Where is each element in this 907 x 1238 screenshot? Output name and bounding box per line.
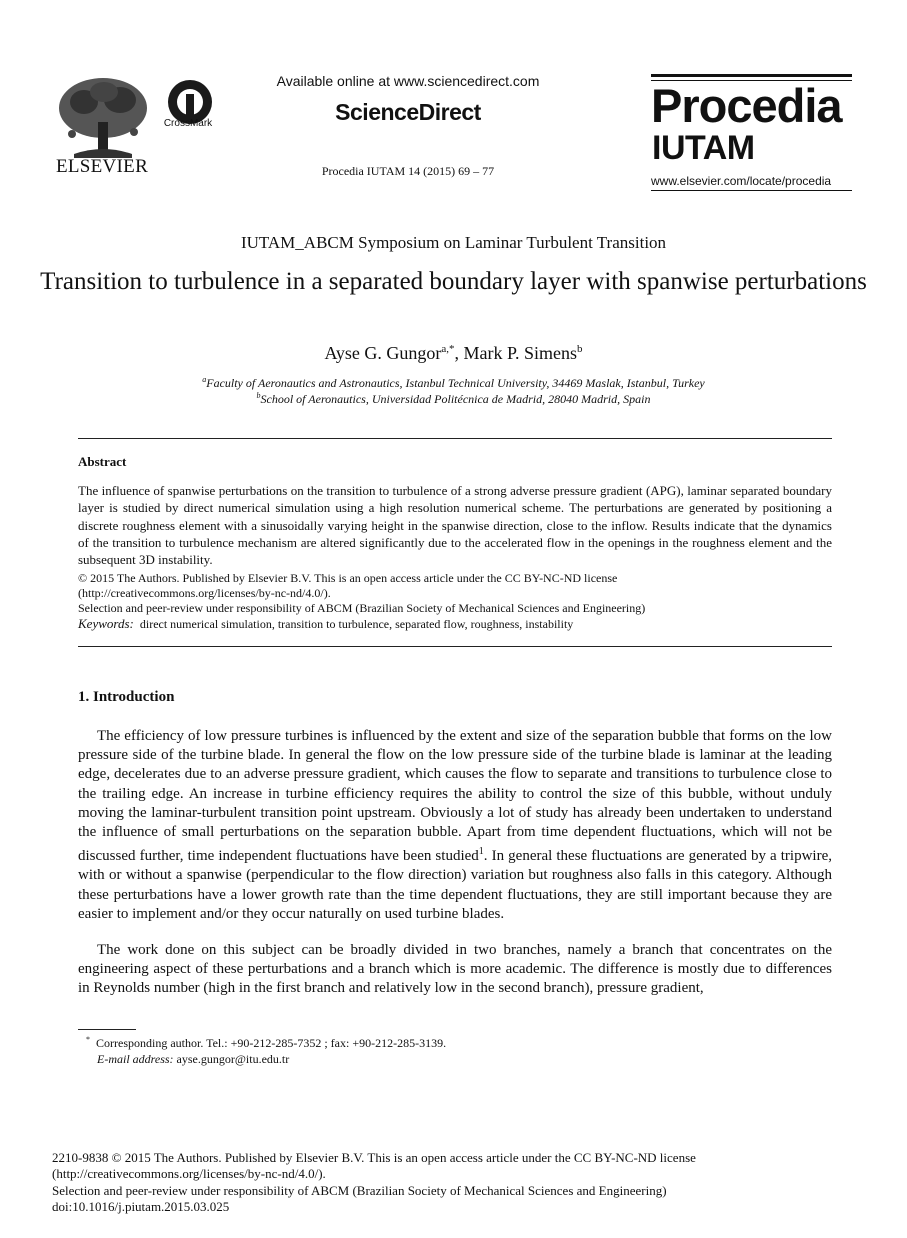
journal-banner-rule-top	[651, 74, 852, 77]
issn-copyright-line: 2210-9838 © 2015 The Authors. Published by Elsevier B.V. This is an open access article under the CC BY-NC-ND license	[52, 1150, 696, 1165]
abstract-heading: Abstract	[78, 454, 127, 469]
keywords-line	[78, 616, 832, 632]
available-online-text: Available online at www.sciencedirect.com	[276, 73, 540, 89]
abstract-body: The influence of spanwise perturbations on the transition to turbulence of a strong adverse pressure gradient (APG), laminar separated boundary layer is studied by direct numerical simulation using a high resolution numerical scheme. The perturbations are generated by positioning a discrete roughness element with a sinusoidally varying height in the spanwise direction, close to the inflow. Results indicate that the dynamics of the transition to turbulence mechanism are altered significantly due to the accelerated flow in the openings in the roughness element and the subsequent 3D instability.	[78, 483, 832, 568]
introduction-paragraph-2: The work done on this subject can be broadly divided in two branches, namely a branch that concentrates on the engineering aspect of these perturbations and a branch which is more academic. The difference is mostly due to differences in Reynolds number (high in the first branch and relatively low in the second branch), pressure gradient,	[78, 942, 832, 997]
paper-title: Transition to turbulence in a separated boundary layer with spanwise perturbations	[40, 268, 867, 295]
author-1-affiliation-mark: a,*	[441, 343, 455, 355]
footnote-mark: *	[86, 1035, 90, 1044]
symposium-name: IUTAM_ABCM Symposium on Laminar Turbulent Transition	[240, 233, 667, 252]
abstract-rule-top	[78, 438, 832, 439]
journal-name-procedia: Procedia	[651, 79, 842, 132]
citation-ref-1[interactable]: 1	[478, 846, 484, 858]
keywords-list: direct numerical simulation, transition to turbulence, separated flow, roughness, instability	[139, 617, 574, 631]
bottom-peer-review-line: Selection and peer-review under responsibility of ABCM (Brazilian Society of Mechanical Sciences and Engineering)	[52, 1183, 667, 1198]
doi-link[interactable]: doi:10.1016/j.piutam.2015.03.025	[52, 1199, 230, 1214]
footnote-rule	[78, 1029, 136, 1030]
email-label: E-mail address:	[97, 1052, 174, 1066]
email-address-link[interactable]: ayse.gungor@itu.edu.tr	[176, 1052, 290, 1066]
affiliation-a-text: Faculty of Aeronautics and Astronautics, Istanbul Technical University, 34469 Maslak, Istanbul, Turkey	[206, 376, 705, 390]
sciencedirect-logo[interactable]: ScienceDirect	[335, 99, 481, 125]
journal-name-iutam: IUTAM	[652, 129, 755, 167]
copyright-notice: © 2015 The Authors. Published by Elsevier B.V. This is an open access article under the CC BY-NC-ND license	[78, 571, 618, 585]
affiliation-a-mark: a	[202, 375, 207, 384]
affiliation-b-text: School of Aeronautics, Universidad Politécnica de Madrid, 28040 Madrid, Spain	[260, 392, 651, 406]
license-link[interactable]: (http://creativecommons.org/licenses/by-nc-nd/4.0/).	[78, 586, 331, 600]
crossmark-label: CrossMark	[163, 118, 213, 129]
affiliation-b-mark: b	[256, 391, 261, 400]
author-separator: ,	[454, 343, 464, 363]
keywords-label: Keywords:	[78, 616, 134, 631]
paragraph-1-text-b: . In general these fluctuations are generated by a tripwire, with or without a spanwise (perpendicular to the flow direction) variation but roughness also falls in this category. Although these perturbations have a lower growth rate than the time dependent fluctuations, they are still important because they are easier to implement and/or they occur naturally on used turbine blades.	[78, 848, 832, 922]
journal-banner-rule-bottom	[651, 190, 852, 191]
journal-reference: Procedia IUTAM 14 (2015) 69 – 77	[321, 164, 495, 178]
author-2-affiliation-mark: b	[577, 343, 583, 355]
journal-url-link[interactable]: www.elsevier.com/locate/procedia	[651, 174, 832, 188]
footnote-corresponding-author	[86, 1035, 446, 1051]
footnote-corresponding-text: Corresponding author. Tel.: +90-212-285-7352 ; fax: +90-212-285-3139.	[96, 1036, 447, 1050]
author-1: Ayse G. Gungor	[324, 343, 442, 363]
affiliation-a	[0, 375, 907, 391]
introduction-paragraph-1	[78, 727, 832, 924]
peer-review-notice: Selection and peer-review under responsibility of ABCM (Brazilian Society of Mechanical Sciences and Engineering)	[78, 601, 646, 615]
paragraph-1-text-a: The efficiency of low pressure turbines is influenced by the extent and size of the separation bubble that forms on the low pressure side of the turbine blade. In general the flow on the low pressure side of the turbine blade is laminar at the leading edge, decelerates due to an adverse pressure gradient, which causes the flow to separate and transitions to turbulence close to the trailing edge. An increase in turbine efficiency requires the ability to control the size of this bubble, without unduly moving the laminar-turbulent transition point upstream. Obviously a lot of study has already been undertaken to understand the influence of small perturbations on the separation bubble. Apart from time dependent fluctuations, which will not be discussed further, time independent fluctuations have been studied	[78, 728, 832, 865]
bottom-license-link[interactable]: (http://creativecommons.org/licenses/by-nc-nd/4.0/).	[52, 1166, 326, 1181]
publisher-name: ELSEVIER	[55, 156, 149, 177]
footnote-email	[97, 1052, 289, 1067]
author-2: Mark P. Simens	[463, 343, 577, 363]
affiliation-b	[0, 391, 907, 407]
author-list	[0, 343, 907, 364]
section-heading-introduction: 1. Introduction	[78, 689, 175, 705]
abstract-rule-bottom	[78, 646, 832, 647]
